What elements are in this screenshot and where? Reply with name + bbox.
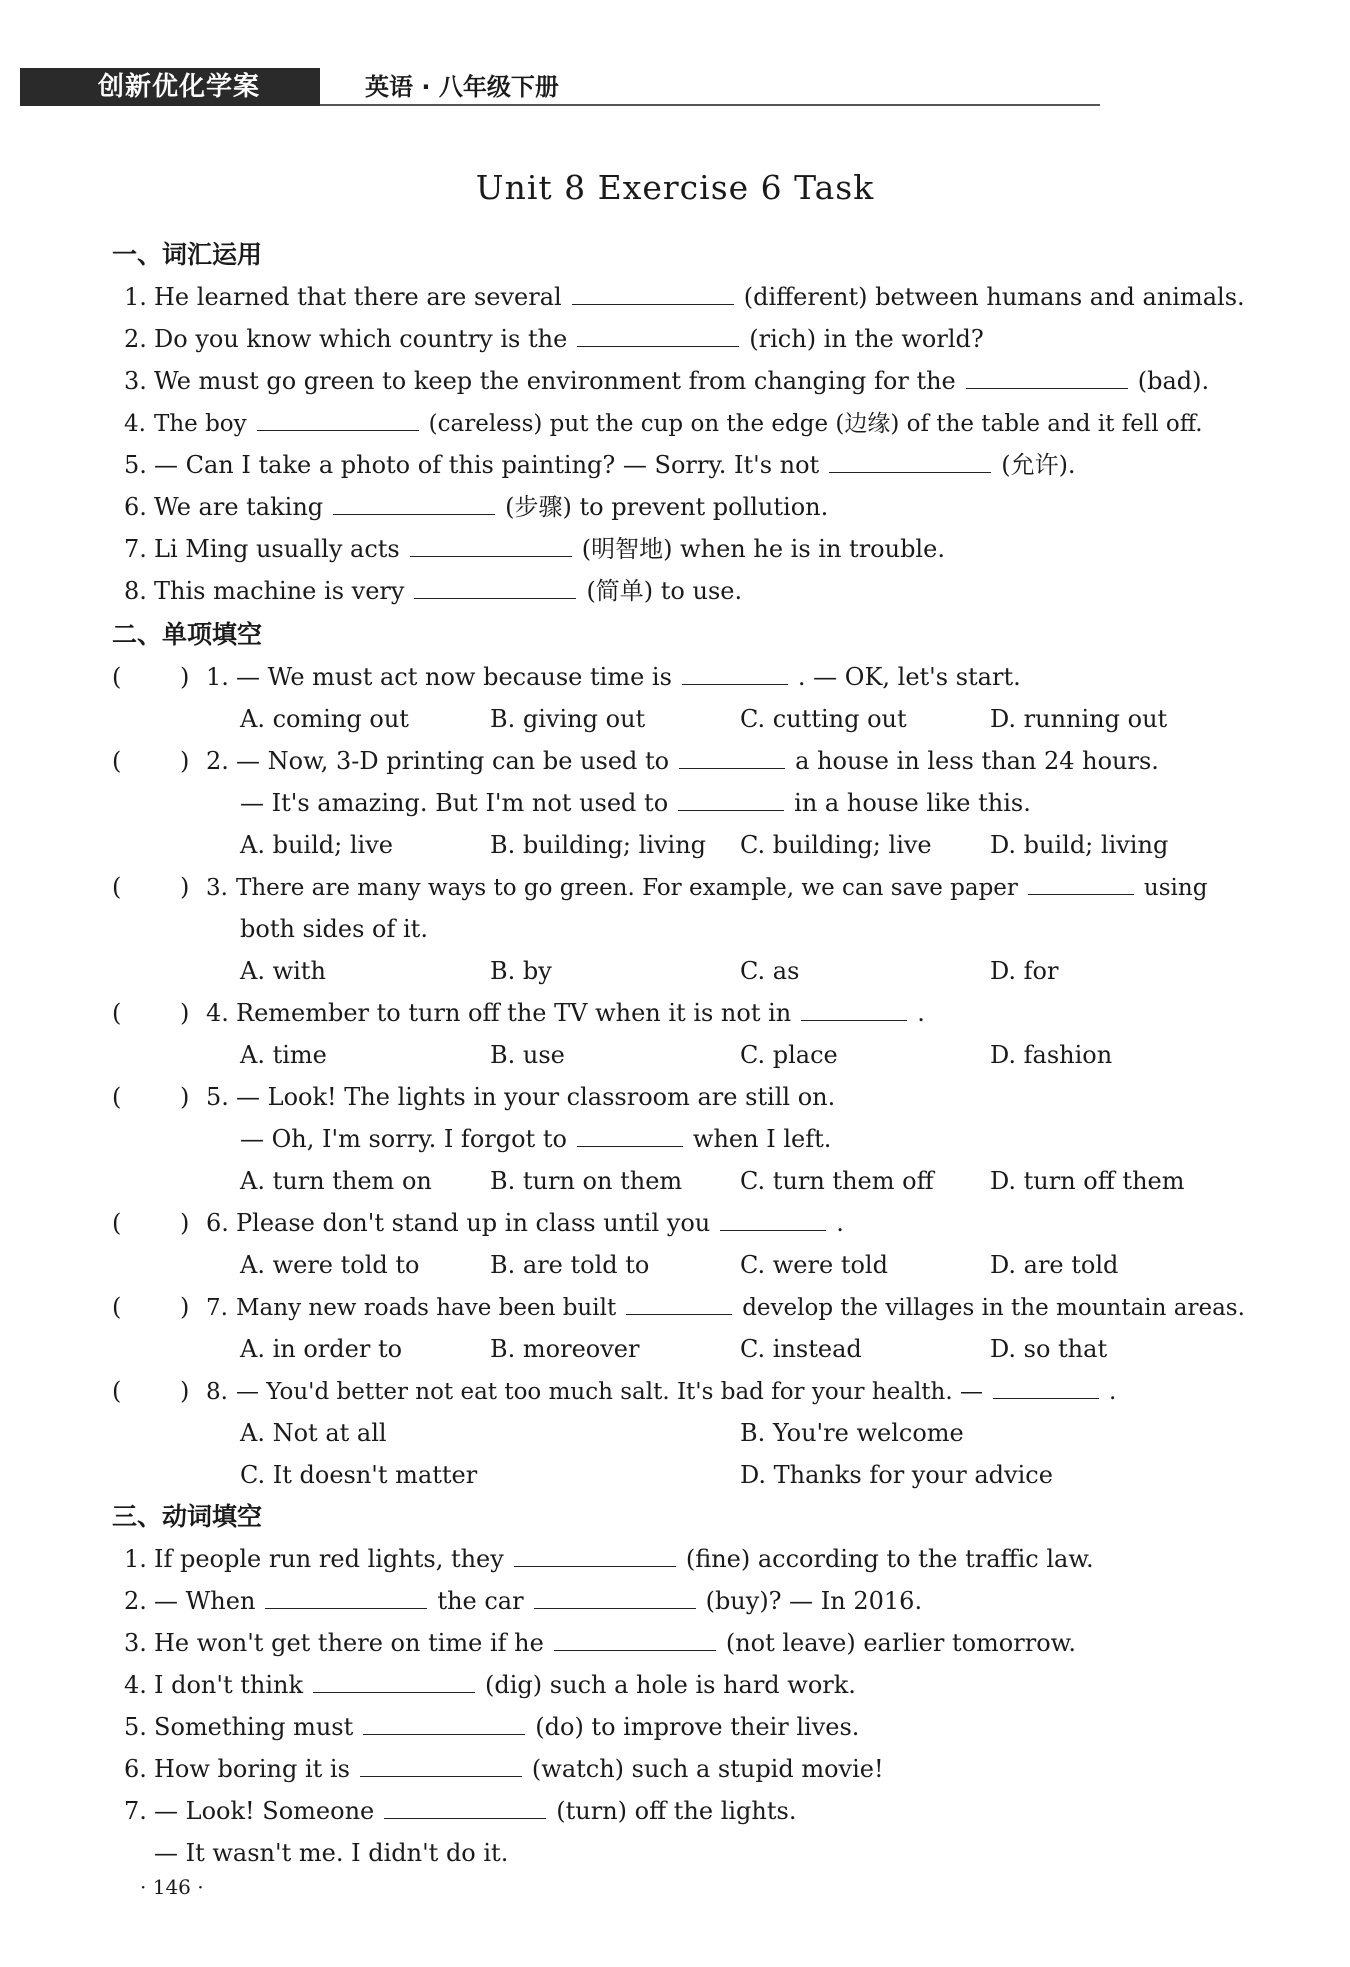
header-rule [320, 104, 1100, 106]
option-b[interactable]: B. turn on them [490, 1167, 683, 1195]
answer-paren-open: ( [112, 747, 122, 775]
answer-blank[interactable] [363, 1710, 525, 1735]
option-d[interactable]: D. for [990, 957, 1059, 985]
mc-question: 5. — Look! The lights in your classroom are still on. [206, 1083, 836, 1111]
option-c[interactable]: C. cutting out [740, 705, 907, 733]
answer-paren-open: ( [112, 1083, 122, 1111]
option-b[interactable]: B. giving out [490, 705, 646, 733]
option-d[interactable]: D. running out [990, 705, 1168, 733]
vocab-item: 3. We must go green to keep the environment from changing for the (bad). [124, 364, 1209, 398]
answer-blank[interactable] [678, 786, 784, 811]
option-a[interactable]: A. with [240, 957, 326, 985]
vocab-item: 8. This machine is very (简单) to use. [124, 574, 742, 608]
answer-blank[interactable] [265, 1584, 427, 1609]
option-d[interactable]: D. so that [990, 1335, 1108, 1363]
answer-blank[interactable] [313, 1668, 475, 1693]
mc-question: 7. Many new roads have been built develop the villages in the mountain areas. [206, 1290, 1245, 1325]
brand-logo: 创新优化学案 [20, 68, 320, 106]
answer-blank[interactable] [966, 364, 1128, 389]
option-c[interactable]: C. as [740, 957, 800, 985]
answer-paren-open: ( [112, 1209, 122, 1237]
answer-paren-close: ) [180, 747, 190, 775]
answer-blank[interactable] [682, 660, 788, 685]
mc-question-cont: — It's amazing. But I'm not used to in a house like this. [240, 786, 1031, 820]
option-a[interactable]: A. Not at all [240, 1419, 387, 1447]
mc-question: 2. — Now, 3-D printing can be used to a house in less than 24 hours. [206, 744, 1159, 778]
option-c[interactable]: C. place [740, 1041, 838, 1069]
answer-paren-close: ) [180, 999, 190, 1027]
answer-paren-open: ( [112, 1377, 122, 1405]
answer-blank[interactable] [410, 532, 572, 557]
page-number: · 146 · [140, 1875, 204, 1899]
mc-question-cont: — Oh, I'm sorry. I forgot to when I left. [240, 1122, 831, 1156]
answer-blank[interactable] [554, 1626, 716, 1651]
option-d[interactable]: D. Thanks for your advice [740, 1461, 1053, 1489]
answer-blank[interactable] [626, 1290, 732, 1315]
answer-paren-close: ) [180, 1083, 190, 1111]
answer-paren-close: ) [180, 873, 190, 901]
answer-blank[interactable] [720, 1206, 826, 1231]
verb-item: 1. If people run red lights, they (fine) according to the traffic law. [124, 1542, 1094, 1576]
option-c[interactable]: C. were told [740, 1251, 888, 1279]
answer-blank[interactable] [414, 574, 576, 599]
answer-paren-close: ) [180, 1377, 190, 1405]
option-d[interactable]: D. are told [990, 1251, 1119, 1279]
answer-paren-close: ) [180, 1293, 190, 1321]
answer-paren-open: ( [112, 663, 122, 691]
answer-paren-open: ( [112, 873, 122, 901]
vocab-item: 5. — Can I take a photo of this painting? — Sorry. It's not (允许). [124, 448, 1076, 482]
mc-question: 6. Please don't stand up in class until you . [206, 1206, 844, 1240]
option-c[interactable]: C. building; live [740, 831, 932, 859]
option-d[interactable]: D. fashion [990, 1041, 1113, 1069]
verb-item: 3. He won't get there on time if he (not leave) earlier tomorrow. [124, 1626, 1076, 1660]
answer-blank[interactable] [257, 406, 419, 431]
answer-blank[interactable] [360, 1752, 522, 1777]
option-b[interactable]: B. building; living [490, 831, 707, 859]
option-b[interactable]: B. You're welcome [740, 1419, 964, 1447]
vocab-item: 1. He learned that there are several (different) between humans and animals. [124, 280, 1245, 314]
verb-item-cont: — It wasn't me. I didn't do it. [154, 1839, 509, 1867]
option-a[interactable]: A. time [240, 1041, 327, 1069]
section3-heading: 三、动词填空 [112, 1502, 263, 1531]
section1-heading: 一、词汇运用 [112, 240, 263, 269]
verb-item: 7. — Look! Someone (turn) off the lights. [124, 1794, 796, 1828]
answer-paren-open: ( [112, 999, 122, 1027]
answer-blank[interactable] [801, 996, 907, 1021]
verb-item: 4. I don't think (dig) such a hole is hard work. [124, 1668, 856, 1702]
option-a[interactable]: A. were told to [240, 1251, 420, 1279]
vocab-item: 2. Do you know which country is the (rich) in the world? [124, 322, 984, 356]
answer-blank[interactable] [572, 280, 734, 305]
answer-blank[interactable] [577, 322, 739, 347]
verb-item: 5. Something must (do) to improve their lives. [124, 1710, 859, 1744]
option-c[interactable]: C. turn them off [740, 1167, 934, 1195]
option-d[interactable]: D. build; living [990, 831, 1169, 859]
answer-blank[interactable] [1028, 870, 1134, 895]
mc-question: 3. There are many ways to go green. For example, we can save paper using [206, 870, 1207, 905]
option-b[interactable]: B. use [490, 1041, 565, 1069]
option-a[interactable]: A. in order to [240, 1335, 403, 1363]
answer-blank[interactable] [514, 1542, 676, 1567]
option-a[interactable]: A. build; live [240, 831, 393, 859]
page-title: Unit 8 Exercise 6 Task [475, 168, 875, 207]
answer-blank[interactable] [534, 1584, 696, 1609]
vocab-item: 4. The boy (careless) put the cup on the edge (边缘) of the table and it fell off. [124, 406, 1203, 441]
answer-paren-close: ) [180, 1209, 190, 1237]
option-c[interactable]: C. It doesn't matter [240, 1461, 478, 1489]
option-b[interactable]: B. are told to [490, 1251, 650, 1279]
answer-blank[interactable] [829, 448, 991, 473]
vocab-item: 7. Li Ming usually acts (明智地) when he is in trouble. [124, 532, 945, 566]
answer-blank[interactable] [577, 1122, 683, 1147]
option-a[interactable]: A. turn them on [240, 1167, 432, 1195]
book-title: 英语 · 八年级下册 [365, 73, 559, 101]
vocab-item: 6. We are taking (步骤) to prevent pollution. [124, 490, 828, 524]
option-b[interactable]: B. by [490, 957, 552, 985]
answer-blank[interactable] [333, 490, 495, 515]
option-a[interactable]: A. coming out [240, 705, 409, 733]
mc-question: 8. — You'd better not eat too much salt. It's bad for your health. — . [206, 1374, 1116, 1409]
option-d[interactable]: D. turn off them [990, 1167, 1185, 1195]
answer-blank[interactable] [993, 1374, 1099, 1399]
option-b[interactable]: B. moreover [490, 1335, 640, 1363]
mc-question-cont: both sides of it. [240, 915, 428, 943]
verb-item: 6. How boring it is (watch) such a stupid movie! [124, 1752, 884, 1786]
mc-question: 1. — We must act now because time is . — OK, let's start. [206, 660, 1021, 694]
answer-blank[interactable] [679, 744, 785, 769]
section2-heading: 二、单项填空 [112, 620, 263, 649]
answer-paren-close: ) [180, 663, 190, 691]
answer-blank[interactable] [384, 1794, 546, 1819]
answer-paren-open: ( [112, 1293, 122, 1321]
page-header [20, 68, 1300, 108]
option-c[interactable]: C. instead [740, 1335, 862, 1363]
mc-question: 4. Remember to turn off the TV when it is not in . [206, 996, 925, 1030]
verb-item: 2. — When the car (buy)? — In 2016. [124, 1584, 922, 1618]
